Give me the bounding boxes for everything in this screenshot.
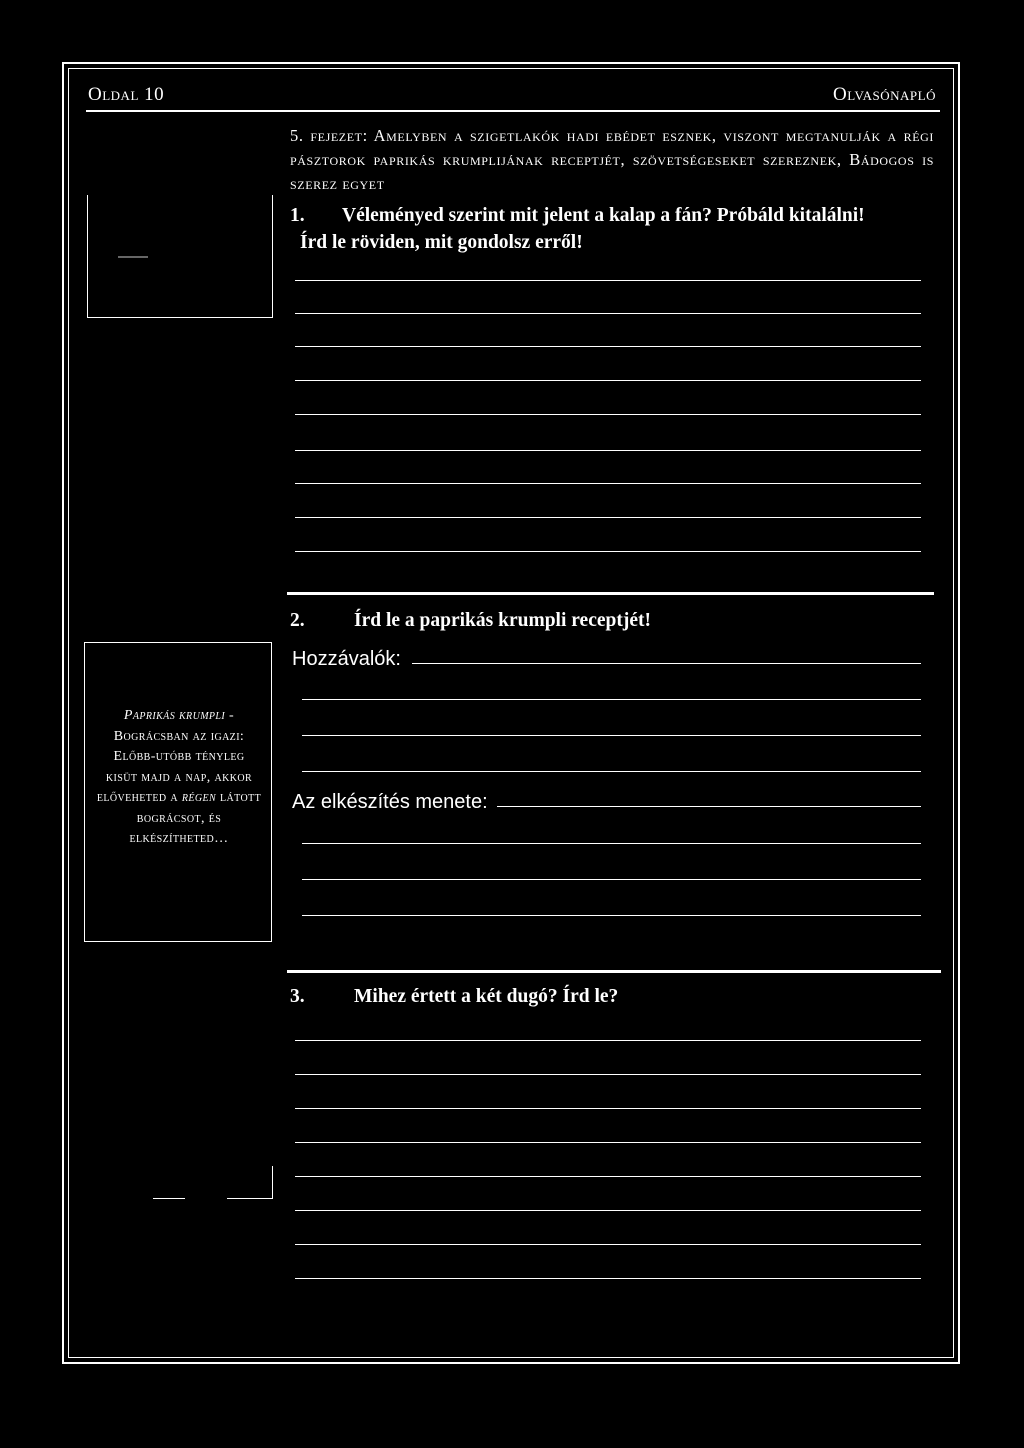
- question-2-number: 2.: [290, 610, 305, 631]
- question-1-line1: Véleményed szerint mit jelent a kalap a fán? Próbáld kitalálni!: [342, 205, 865, 226]
- chapter-title: 5. fejezet: Amelyben a szigetlakók hadi ebédet esznek, viszont megtanulják a régi pásztorok paprikás krumplijának receptjét, szövetségeseket szereznek, Bádogos is szerez egyet: [290, 126, 934, 193]
- answer-line[interactable]: [295, 1074, 921, 1075]
- question-2: [290, 610, 651, 632]
- question-3: [290, 986, 618, 1008]
- answer-line[interactable]: [295, 1176, 921, 1177]
- answer-line[interactable]: [295, 414, 921, 415]
- question-1-number: 1.: [290, 205, 305, 226]
- ingredients-line[interactable]: [302, 771, 921, 772]
- question-2-text: Írd le a paprikás krumpli receptjét!: [354, 610, 651, 631]
- preparation-line[interactable]: [497, 806, 921, 807]
- header-rule: [86, 110, 940, 112]
- ingredients-line[interactable]: [302, 699, 921, 700]
- answer-line[interactable]: [295, 1040, 921, 1041]
- image-fragment: [118, 256, 148, 258]
- ingredients-line[interactable]: [412, 663, 921, 664]
- sidebar-note-italic: Paprikás krumpli: [123, 708, 226, 723]
- answer-line[interactable]: [295, 346, 921, 347]
- question-3-text: Mihez értett a két dugó? Írd le?: [354, 986, 619, 1007]
- answer-line[interactable]: [295, 450, 921, 451]
- question-3-number: 3.: [290, 986, 305, 1007]
- section-divider: [287, 970, 941, 973]
- answer-line[interactable]: [295, 517, 921, 518]
- sidebar-note-text: - Bográcsban az igazi: Előbb-utóbb tényleg kisüt majd a nap, akkor előveheted a: [96, 708, 253, 805]
- answer-line[interactable]: [295, 1278, 921, 1279]
- preparation-line[interactable]: [302, 843, 921, 844]
- answer-line[interactable]: [295, 380, 921, 381]
- page-number: Oldal 10: [88, 84, 165, 105]
- answer-line[interactable]: [295, 1244, 921, 1245]
- ingredients-label: Hozzávalók:: [292, 648, 401, 670]
- answer-line[interactable]: [295, 1108, 921, 1109]
- ingredients-line[interactable]: [302, 735, 921, 736]
- image-placeholder-bottom-left: [153, 1198, 185, 1199]
- answer-line[interactable]: [295, 280, 921, 281]
- preparation-label: Az elkészítés menete:: [292, 791, 488, 813]
- image-placeholder-top: [87, 195, 273, 318]
- section-divider: [287, 592, 934, 595]
- image-placeholder-bottom-right: [227, 1166, 273, 1199]
- answer-line[interactable]: [295, 1142, 921, 1143]
- question-1-line2: Írd le röviden, mit gondolsz erről!: [300, 232, 583, 253]
- book-title: Olvasónapló: [832, 84, 936, 105]
- sidebar-note: [96, 706, 262, 850]
- preparation-line[interactable]: [302, 879, 921, 880]
- preparation-line[interactable]: [302, 915, 921, 916]
- answer-line[interactable]: [295, 551, 921, 552]
- sidebar-note-end: látott bográcsot, és elkészítheted…: [129, 790, 262, 846]
- answer-line[interactable]: [295, 483, 921, 484]
- answer-line[interactable]: [295, 313, 921, 314]
- sidebar-note-italic-2: régen: [181, 790, 217, 805]
- question-1: [290, 202, 940, 256]
- answer-line[interactable]: [295, 1210, 921, 1211]
